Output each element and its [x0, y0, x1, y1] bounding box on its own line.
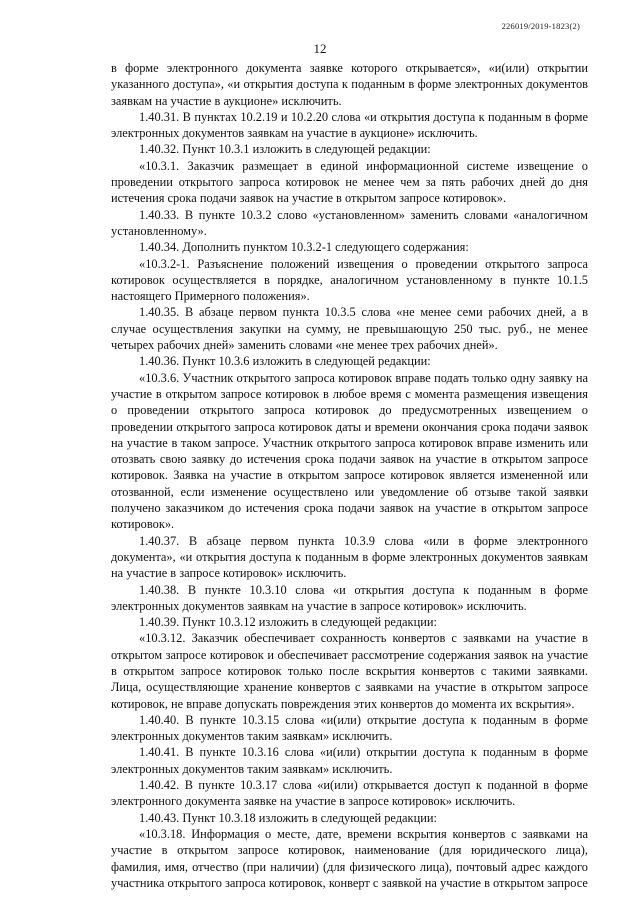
paragraph: 1.40.32. Пункт 10.3.1 изложить в следующей редакции:: [139, 142, 431, 157]
paragraph: 1.40.40. В пункте 10.3.15 слова «и(или) открытие доступа к поданным в форме электронных документов таким заявкам» исключить.: [111, 712, 588, 744]
paragraph: 1.40.31. В пунктах 10.2.19 и 10.2.20 слова «и открытия доступа к поданным в форме электронных документов заявкам на участие в аукционе» исключить.: [111, 109, 588, 141]
document-body: [111, 60, 588, 891]
paragraph: «10.3.1. Заказчик размещает в единой информационной системе извещение о проведении открытого запроса котировок не менее чем за пять рабочих дней до дня истечения срока подачи заявок на участие в открытом запросе котировок».: [111, 158, 588, 206]
paragraph: «10.3.12. Заказчик обеспечивает сохранность конвертов с заявками на участие в открытом запросе котировок и обеспечивает рассмотрение содержания заявок на участие в открытом запросе котировок только после вскрытия конвертов с такими заявками. Лица, осуществляющие хранение конвертов с заявками на участие в открытом запросе котировок, не вправе допускать повреждения этих конвертов до момента их вскрытия».: [111, 631, 588, 711]
paragraph: 1.40.43. Пункт 10.3.18 изложить в следующей редакции:: [139, 810, 437, 825]
paragraph: «10.3.18. Информация о месте, дате, времени вскрытия конвертов с заявками на участие в открытом запросе котировок, наименование (для юридического лица), фамилия, имя, отчество (при наличии) (для физического лица), почтовый адрес каждого участника открытого запроса котировок, конверт с заявкой на участие в открытом запросе: [111, 826, 588, 890]
paragraph: «10.3.6. Участник открытого запроса котировок вправе подать только одну заявку на участие в открытом запросе котировок в любое время с момента размещения извещения о проведении открытого запроса котировок до предусмотренных извещением о проведении открытого запроса котировок даты и времени окончания срока подачи заявок на участие в таком запросе. Участник открытого запроса котировок вправе изменить или отозвать свою заявку до истечения срока подачи заявок на участие в открытом запросе котировок. Заявка на участие в открытом запросе котировок является измененной или отозванной, если изменение осуществлено или уведомление об отзыве такой заявки получено заказчиком до истечения срока подачи заявок на участие в открытом запросе котировок».: [111, 370, 588, 532]
paragraph: 1.40.37. В абзаце первом пункта 10.3.9 слова «или в форме электронного документа», «и открытия доступа к поданным в форме электронных документов заявкам на участие в запросе котировок» исключить.: [111, 533, 588, 581]
paragraph: 1.40.35. В абзаце первом пункта 10.3.5 слова «не менее семи рабочих дней, а в случае осуществления закупки на сумму, не превышающую 250 тыс. руб., не менее четырех рабочих дней» заменить словами «не менее трех рабочих дней».: [111, 305, 588, 353]
page-number: 12: [313, 41, 327, 56]
paragraph: 1.40.39. Пункт 10.3.12 изложить в следующей редакции:: [139, 615, 437, 630]
paragraph: 1.40.34. Дополнить пунктом 10.3.2-1 следующего содержания:: [139, 240, 469, 255]
paragraph: 1.40.38. В пункте 10.3.10 слова «и открытия доступа к поданным в форме электронных документов заявкам на участие в запросе котировок» исключить.: [111, 582, 588, 613]
paragraph: «10.3.2-1. Разъяснение положений извещения о проведении открытого запроса котировок осуществляется в порядке, аналогичном установленному в пункте 10.1.5 настоящего Примерного положения».: [111, 256, 588, 304]
document-id: 226019/2019-1823(2): [501, 21, 580, 31]
paragraph: 1.40.33. В пункте 10.3.2 слово «установленном» заменить словами «аналогичном установленному».: [111, 207, 588, 238]
paragraph: 1.40.36. Пункт 10.3.6 изложить в следующей редакции:: [139, 354, 431, 369]
paragraph: 1.40.42. В пункте 10.3.17 слова «и(или) открывается доступ к поданной в форме электронного документа заявке на участие в запросе котировок» исключить.: [111, 778, 588, 809]
paragraph: в форме электронного документа заявке которого открывается», «и(или) открытии указанного доступа», «и открытия доступа к поданным в форме электронных документов заявкам на участие в аукционе» исключить.: [111, 61, 588, 108]
paragraph: 1.40.41. В пункте 10.3.16 слова «и(или) открытии доступа к поданным в форме электронных документов таким заявкам» исключить.: [111, 745, 588, 776]
